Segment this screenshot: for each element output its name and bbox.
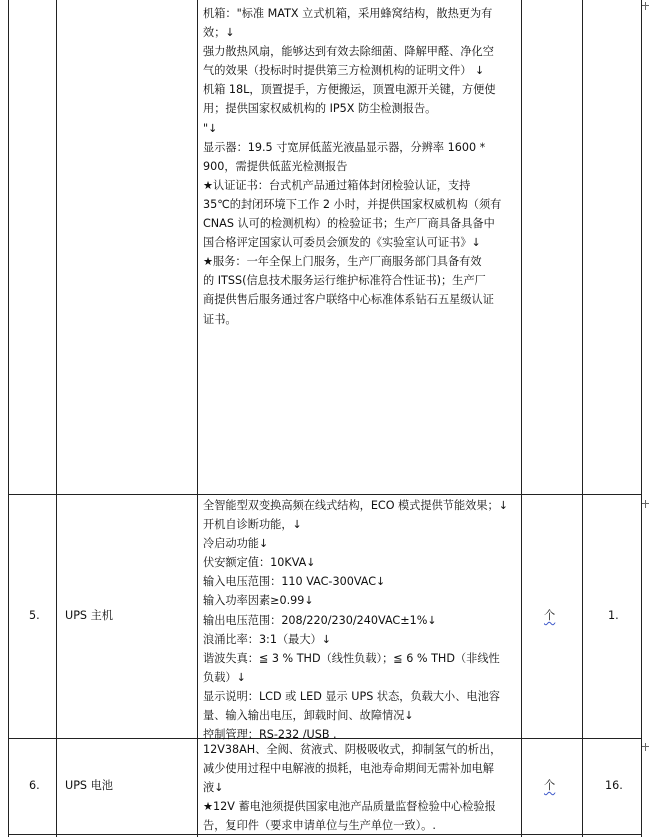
table-border-left (8, 0, 9, 837)
unit-text: 个 (544, 609, 556, 622)
spec-text-ups-host (203, 496, 519, 744)
spec-line: 浪涌比率：3:1（最大）↓ (203, 632, 332, 646)
spec-line: 强力散热风扇，能够达到有效去除细菌、降解甲醛、净化空 (203, 45, 494, 59)
spec-line: 效；↓ (203, 26, 235, 40)
spec-line: 输出电压范围：208/220/230/240VAC±1%↓ (203, 613, 437, 627)
spec-line: 机箱："标准 MATX 立式机箱，采用蜂窝结构，散热更为有 (203, 7, 493, 20)
spec-line: 商提供售后服务通过客户联络中心标准体系钻石五星级认证 (203, 293, 494, 307)
spec-line: 用；提供国家权威机构的 IP5X 防尘检测报告。 (203, 102, 437, 116)
spec-line: 减少使用过程中电解液的损耗，电池寿命期间无需补加电解 (203, 762, 494, 776)
spec-line: 输入电压范围：110 VAC-300VAC↓ (203, 575, 386, 589)
row-index: 5. (29, 609, 40, 622)
spec-line: 显示器：19.5 寸宽屏低蓝光液晶显示器，分辨率 1600 * (203, 140, 486, 154)
unit-text: 个 (544, 779, 556, 792)
item-name: UPS 电池 (65, 779, 113, 792)
margin-marker (642, 743, 649, 751)
row-index: 6. (29, 779, 40, 792)
spec-line: 12V38AH、全阀、贫液式、阴极吸收式，抑制氢气的析出， (203, 743, 502, 756)
spec-line: 机箱 18L，顶置提手，方便搬运，顶置电源开关键，方便使 (203, 83, 496, 97)
item-unit (544, 608, 555, 624)
table-divider-spec (521, 0, 522, 837)
row-separator-5 (8, 494, 642, 495)
spec-line: 负载）↓ (203, 670, 246, 684)
item-quantity: 1. (608, 609, 619, 622)
spec-line: 900，需提供低蓝光检测报告 (203, 159, 348, 173)
spec-line: 全智能型双变换高频在线式结构，ECO 模式提供节能效果；↓ (203, 499, 509, 512)
spec-line: 液↓ (203, 781, 224, 795)
item-quantity: 16. (605, 779, 623, 792)
spec-line: ★服务：一年全保上门服务，生产厂商服务部门具备有效 (203, 255, 482, 269)
spec-line: 35℃的封闭环境下工作 2 小时，并提供国家权威机构（须有 (203, 197, 502, 211)
margin-marker (642, 2, 649, 10)
spec-line: 冷启动功能↓ (203, 537, 269, 551)
spec-line: 伏安额定值：10KVA↓ (203, 556, 316, 570)
spec-line: 开机自诊断功能，↓ (203, 518, 302, 532)
spec-text-ups-battery (203, 740, 519, 835)
spec-line: 告，复印件（要求申请单位与生产单位一致）。. (203, 819, 436, 833)
margin-marker (642, 500, 649, 508)
spec-line: "↓ (203, 121, 218, 135)
spec-text-previous-item (203, 4, 519, 329)
spec-line: 显示说明：LCD 或 LED 显示 UPS 状态，负载大小、电池容 (203, 689, 500, 703)
spec-line: 国合格评定国家认可委员会颁发的《实验室认可证书》↓ (203, 236, 481, 250)
spec-line: ★认证证书：台式机产品通过箱体封闭检验认证，支持 (203, 178, 471, 192)
table-border-right (641, 0, 642, 837)
spec-line: 谐波失真：≦ 3 % THD（线性负载）；≦ 6 % THD（非线性 (203, 651, 500, 665)
spec-line: 的 ITSS(信息技术服务运行维护标准符合性证书)；生产厂 (203, 274, 486, 288)
spec-line: 证书。 (203, 312, 237, 326)
spec-line: 控制管理：RS-232 /USB . (203, 728, 337, 742)
item-unit (544, 778, 555, 794)
table-divider-unit (582, 0, 583, 837)
item-name: UPS 主机 (65, 609, 113, 622)
table-divider-index (56, 0, 57, 837)
table-divider-name (197, 0, 198, 837)
spec-line: ★12V 蓄电池须提供国家电池产品质量监督检验中心检验报 (203, 800, 496, 814)
spec-line: CNAS 认可的检测机构）的检验证书；生产厂商具备具备中 (203, 217, 495, 231)
spec-line: 输入功率因素≥0.99↓ (203, 594, 314, 608)
spec-line: 气的效果（投标时时提供第三方检测机构的证明文件） ↓ (203, 64, 485, 78)
spec-line: 量、输入输出电压，卸载时间、故障情况↓ (203, 709, 414, 723)
